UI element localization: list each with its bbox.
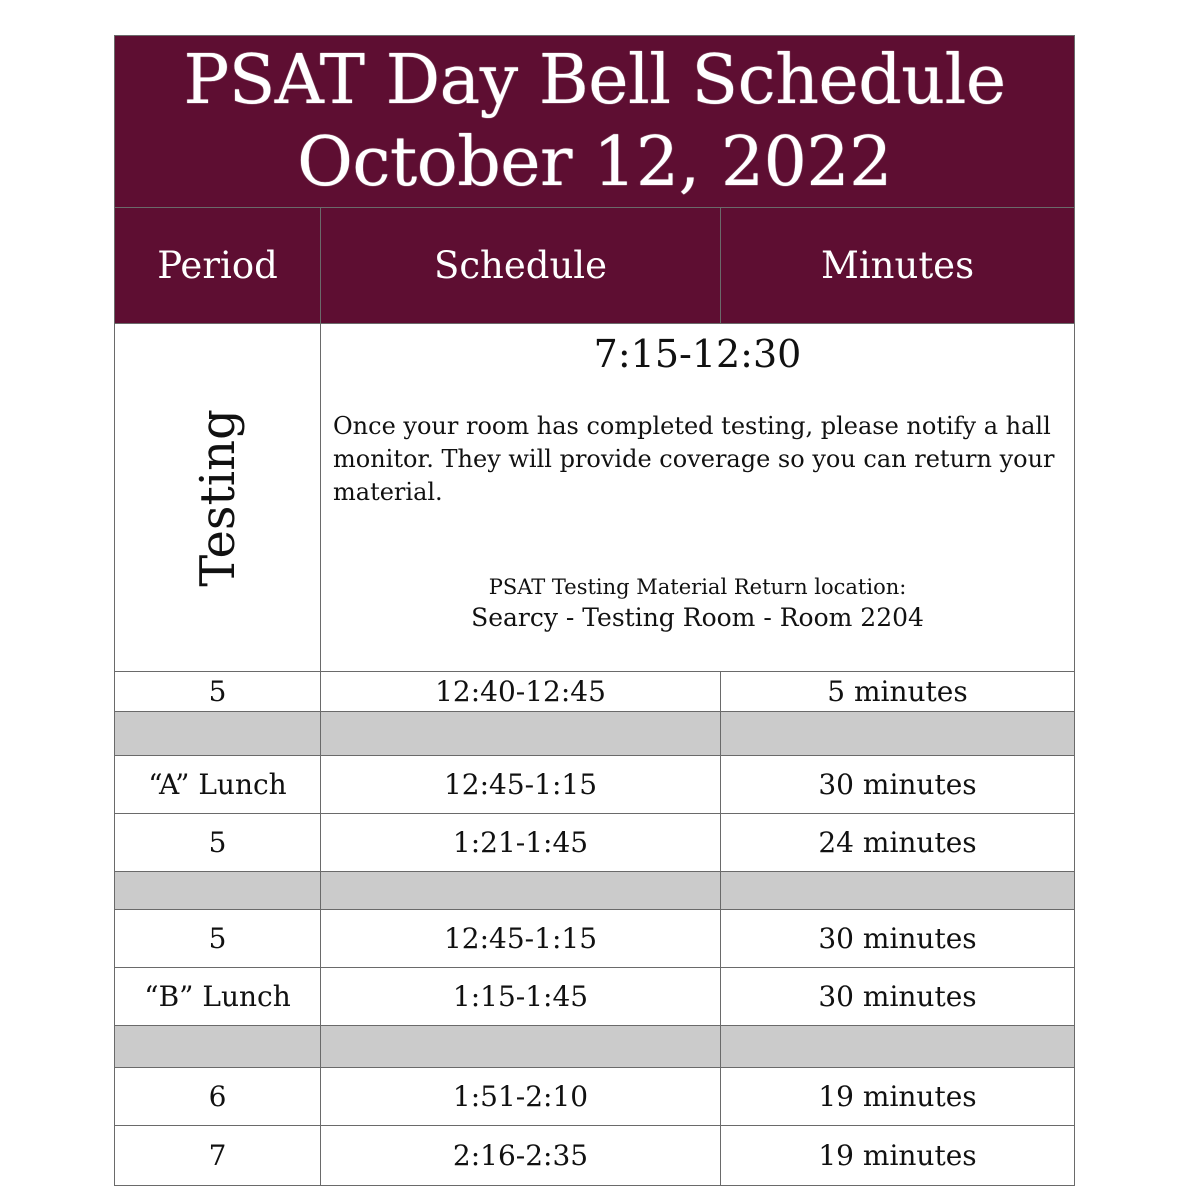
separator-cell: [115, 872, 321, 910]
table-row: [115, 1126, 1075, 1186]
period-header: Period: [115, 208, 321, 324]
title-line-1: PSAT Day Bell Schedule: [183, 40, 1006, 120]
table-row: [115, 756, 1075, 814]
separator-cell: [321, 712, 721, 756]
title-line-2: October 12, 2022: [297, 122, 892, 202]
testing-details: [321, 324, 1075, 672]
period-cell: 5: [115, 910, 321, 968]
schedule-header: Schedule: [321, 208, 721, 324]
schedule-cell: 2:16-2:35: [321, 1126, 721, 1186]
schedule-title: [115, 36, 1075, 208]
schedule-cell: 12:40-12:45: [321, 672, 721, 712]
testing-label: Testing: [189, 408, 246, 587]
separator-cell: [321, 1026, 721, 1068]
table-row: [115, 968, 1075, 1026]
separator-cell: [721, 872, 1075, 910]
bell-schedule-table: [114, 35, 1075, 1186]
period-cell: 7: [115, 1126, 321, 1186]
schedule-cell: 12:45-1:15: [321, 756, 721, 814]
testing-period-cell: [115, 324, 321, 672]
minutes-cell: 19 minutes: [721, 1126, 1075, 1186]
separator-cell: [115, 712, 321, 756]
testing-time: 7:15-12:30: [593, 332, 802, 376]
period-cell: 6: [115, 1068, 321, 1126]
minutes-cell: 30 minutes: [721, 910, 1075, 968]
separator-row: [115, 872, 1075, 910]
schedule-cell: 12:45-1:15: [321, 910, 721, 968]
schedule-cell: 1:15-1:45: [321, 968, 721, 1026]
table-row: [115, 1068, 1075, 1126]
minutes-cell: 19 minutes: [721, 1068, 1075, 1126]
minutes-cell: 5 minutes: [721, 672, 1075, 712]
separator-row: [115, 712, 1075, 756]
period-cell: 5: [115, 814, 321, 872]
period-cell: “B” Lunch: [115, 968, 321, 1026]
separator-cell: [721, 1026, 1075, 1068]
minutes-cell: 30 minutes: [721, 968, 1075, 1026]
separator-cell: [115, 1026, 321, 1068]
minutes-cell: 24 minutes: [721, 814, 1075, 872]
schedule-cell: 1:21-1:45: [321, 814, 721, 872]
separator-cell: [721, 712, 1075, 756]
header-row: [115, 208, 1075, 324]
table-row: [115, 814, 1075, 872]
separator-cell: [321, 872, 721, 910]
period-cell: 5: [115, 672, 321, 712]
period-cell: “A” Lunch: [115, 756, 321, 814]
table-row: [115, 910, 1075, 968]
return-location: Searcy - Testing Room - Room 2204: [471, 603, 924, 632]
minutes-cell: 30 minutes: [721, 756, 1075, 814]
testing-row: [115, 324, 1075, 672]
separator-row: [115, 1026, 1075, 1068]
minutes-header: Minutes: [721, 208, 1075, 324]
return-location-label: PSAT Testing Material Return location:: [488, 575, 907, 599]
testing-note: Once your room has completed testing, please notify a hall monitor. They will provide coverage so you can return your material.: [333, 412, 1055, 506]
schedule-cell: 1:51-2:10: [321, 1068, 721, 1126]
table-row: [115, 672, 1075, 712]
